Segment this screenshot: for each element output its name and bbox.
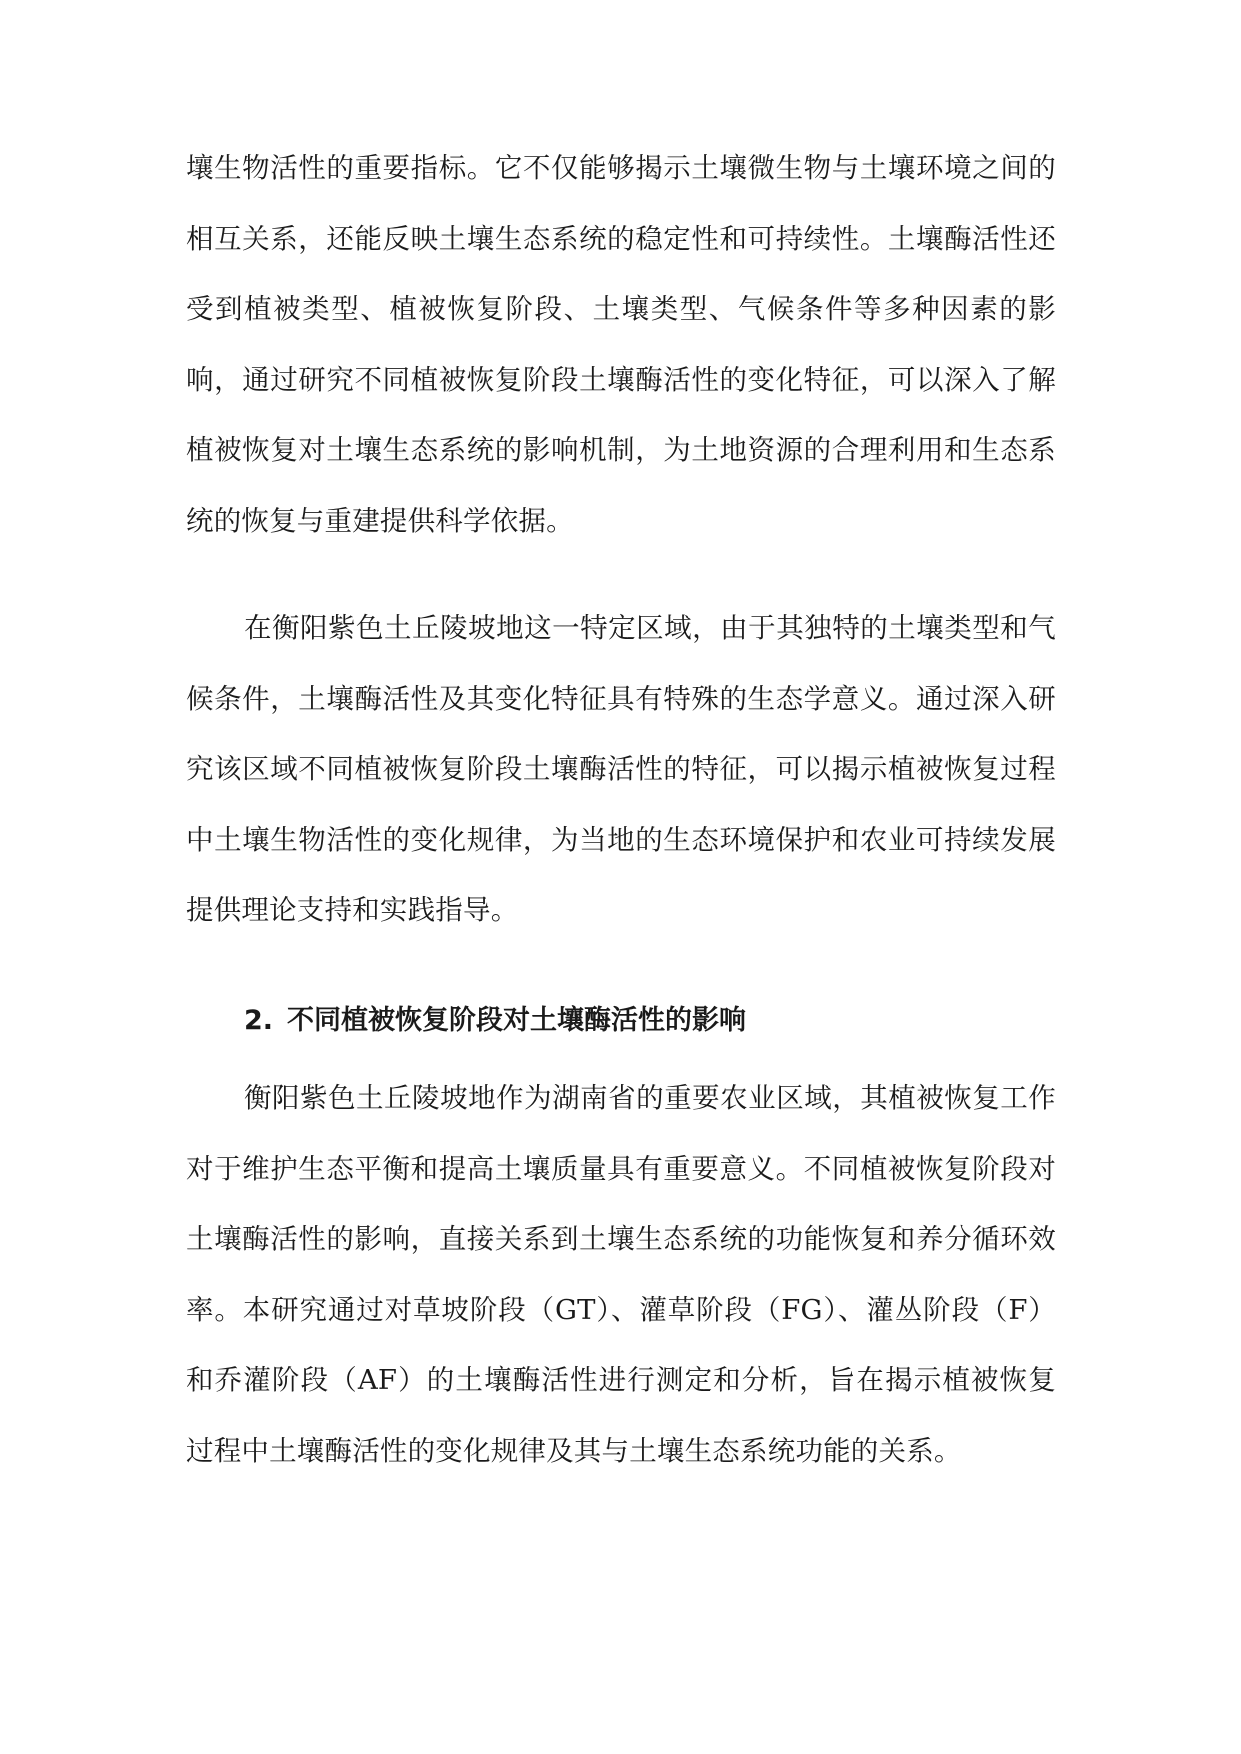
section-heading [244, 1004, 746, 1038]
body-paragraph-continuation: 壤生物活性的重要指标。它不仅能够揭示土壤微生物与土壤环境之间的相互关系，还能反映土壤生态系统的稳定性和可持续性。土壤酶活性还受到植被类型、植被恢复阶段、土壤类型、气候条件等多种因素的影响，通过研究不同植被恢复阶段土壤酶活性的变化特征，可以深入了解植被恢复对土壤生态系统的影响机制，为土地资源的合理利用和生态系统的恢复与重建提供科学依据。 [186, 152, 1056, 537]
section-title: 不同植被恢复阶段对土壤酶活性的影响 [287, 1005, 747, 1036]
body-paragraph: 衡阳紫色土丘陵坡地作为湖南省的重要农业区域，其植被恢复工作对于维护生态平衡和提高土壤质量具有重要意义。不同植被恢复阶段对土壤酶活性的影响，直接关系到土壤生态系统的功能恢复和养分循环效率。本研究通过对草坡阶段（GT）、灌草阶段（FG）、灌丛阶段（F）和乔灌阶段（AF）的土壤酶活性进行测定和分析，旨在揭示植被恢复过程中土壤酶活性的变化规律及其与土壤生态系统功能的关系。 [186, 1082, 1056, 1467]
body-paragraph: 在衡阳紫色土丘陵坡地这一特定区域，由于其独特的土壤类型和气候条件，土壤酶活性及其变化特征具有特殊的生态学意义。通过深入研究该区域不同植被恢复阶段土壤酶活性的特征，可以揭示植被恢复过程中土壤生物活性的变化规律，为当地的生态环境保护和农业可持续发展提供理论支持和实践指导。 [186, 612, 1056, 926]
section-number: 2. [244, 1005, 274, 1036]
